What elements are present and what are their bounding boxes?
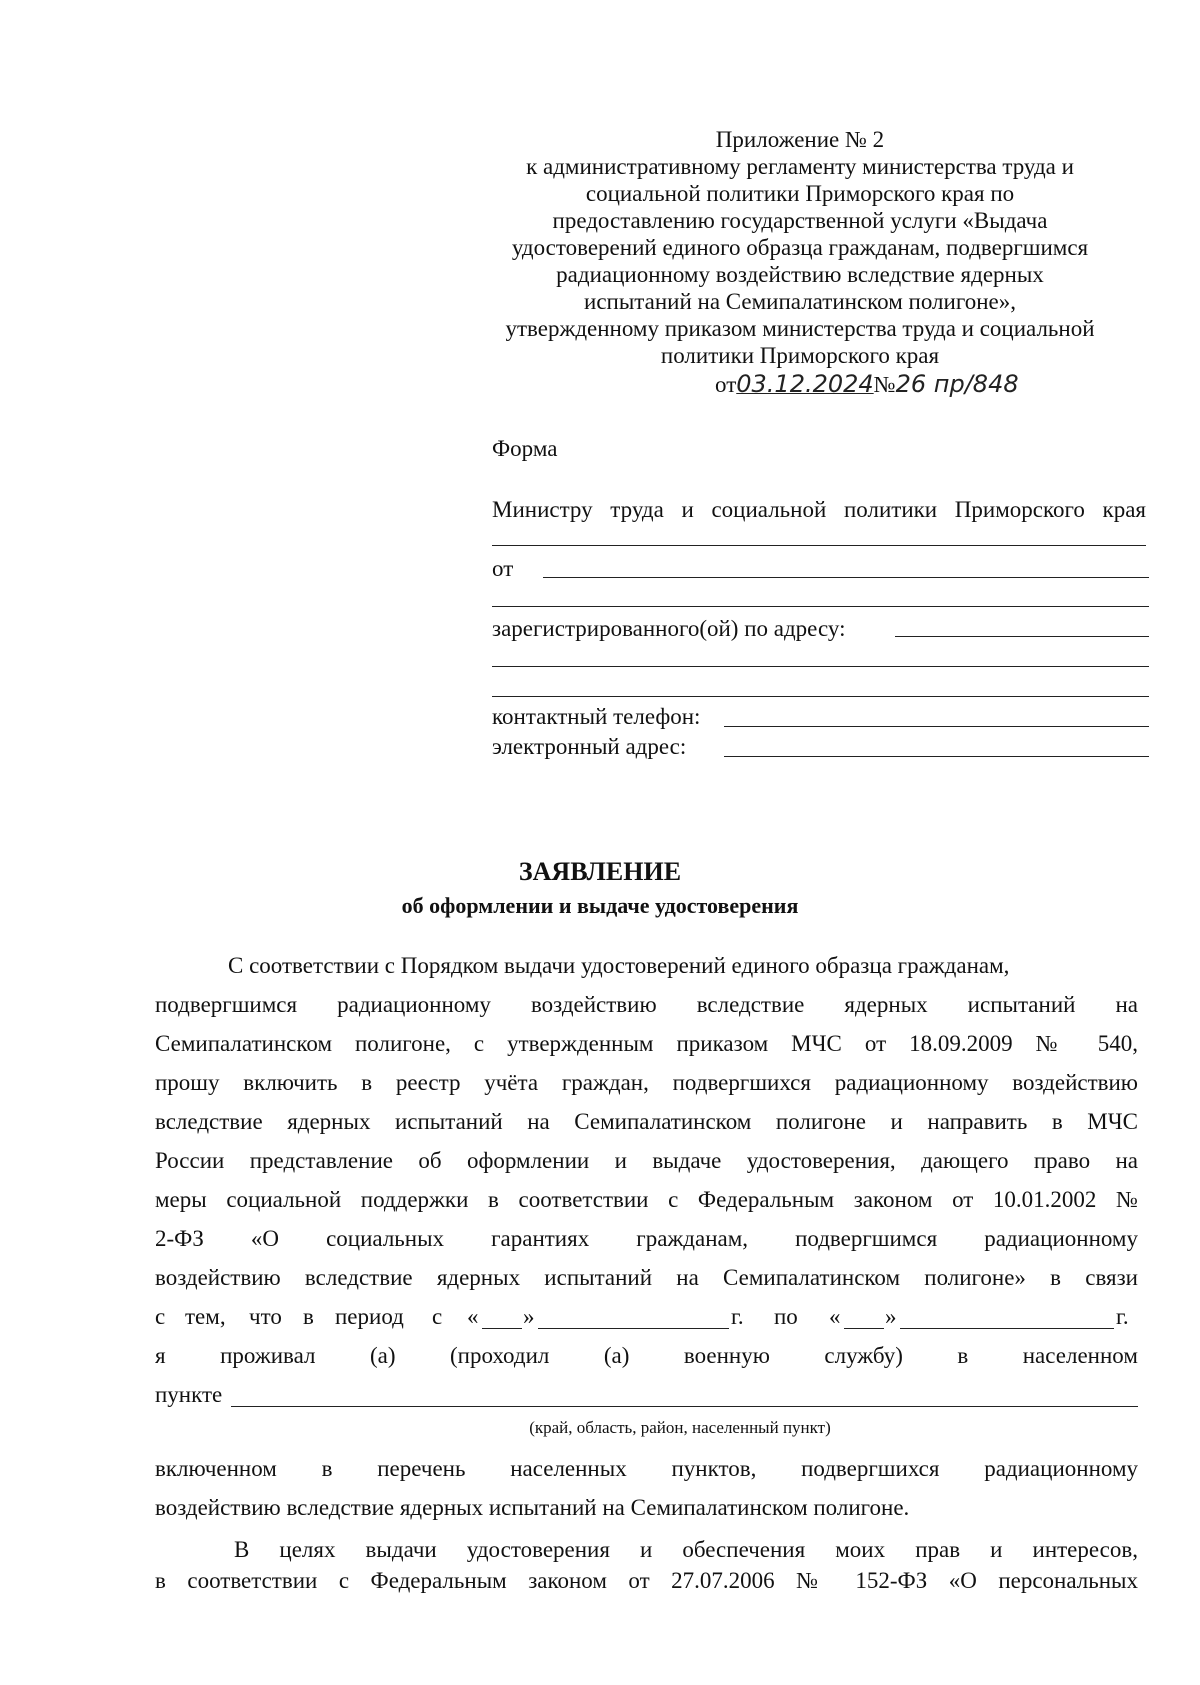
statement-subtitle: об оформлении и выдаче удостоверения [401, 893, 799, 918]
to-word: по [774, 1304, 798, 1329]
open-quote: « [467, 1304, 479, 1329]
handwritten-date: 03.12.2024 [736, 370, 874, 398]
lived-word: населенном [1022, 1343, 1138, 1368]
period-word: что [249, 1304, 282, 1329]
lived-word: службу) [824, 1343, 903, 1368]
form-label: Форма [492, 436, 558, 461]
appendix-line: испытаний на Семипалатинском полигоне», [584, 289, 1016, 314]
addressee-line[interactable] [492, 545, 1146, 546]
appendix-line: политики Приморского края [660, 343, 940, 368]
period-line [155, 1298, 1138, 1336]
start-day-field[interactable] [482, 1328, 522, 1329]
lived-line [155, 1337, 1138, 1375]
appendix-line: удостоверений единого образца гражданам, подвергшимся [511, 235, 1089, 260]
body-line: в соответствии с Федеральным законом от 27.07.2006 № 152-ФЗ «О персональных [155, 1568, 1138, 1593]
body-line: С соответствии с Порядком выдачи удостоверений единого образца гражданам, [228, 953, 1010, 978]
locality-label: пункте [155, 1382, 223, 1407]
open-quote: « [829, 1304, 841, 1329]
end-month-year-field[interactable] [900, 1328, 1114, 1329]
period-word: тем, [185, 1304, 226, 1329]
appendix-header [440, 126, 1160, 369]
phone-label: контактный телефон: [492, 704, 701, 729]
lived-word: (а) [369, 1343, 396, 1368]
registered-label: зарегистрированного(ой) по адресу: [492, 616, 846, 641]
year-mark: г. [1116, 1304, 1129, 1329]
address-field-line-2[interactable] [492, 666, 1149, 667]
phone-field[interactable] [724, 726, 1149, 727]
appendix-line: Приложение № 2 [715, 127, 885, 152]
close-quote: » [523, 1304, 535, 1329]
from-label: от [492, 556, 514, 581]
period-word: с [155, 1304, 166, 1329]
lived-word: (проходил [450, 1343, 550, 1368]
body-line: 2-ФЗ «О социальных гарантиях гражданам, подвергшимся радиационному [155, 1226, 1138, 1251]
body-line: прошу включить в реестр учёта граждан, подвергшихся радиационному воздействию [155, 1070, 1138, 1095]
body-line: В целях выдачи удостоверения и обеспечения моих прав и интересов, [234, 1537, 1138, 1562]
body-line: включенном в перечень населенных пунктов, подвергшихся радиационному [155, 1456, 1138, 1481]
addressee: Министру труда и социальной политики Приморского края [492, 497, 1146, 522]
start-month-year-field[interactable] [538, 1328, 729, 1329]
body-line: воздействию вследствие ядерных испытаний на Семипалатинском полигоне. [155, 1495, 910, 1520]
body-line: вследствие ядерных испытаний на Семипалатинском полигоне и направить в МЧС [155, 1109, 1138, 1134]
lived-word: проживал [220, 1343, 316, 1368]
email-field[interactable] [724, 756, 1149, 757]
locality-line [155, 1376, 1138, 1414]
appendix-line: утвержденному приказом министерства труда и социальной [505, 316, 1095, 341]
email-label: электронный адрес: [492, 734, 687, 759]
body-line: подвергшимся радиационному воздействию вследствие ядерных испытаний на [155, 992, 1138, 1017]
period-word: период [335, 1304, 404, 1329]
date-prefix: от [715, 372, 737, 397]
address-field[interactable] [895, 636, 1149, 637]
body-line: воздействию вследствие ядерных испытаний на Семипалатинском полигоне» в связи [155, 1265, 1138, 1290]
order-date-line [715, 371, 1019, 398]
body-line: Семипалатинском полигоне, с утвержденным приказом МЧС от 18.09.2009 № 540, [155, 1031, 1138, 1056]
lived-word: я [155, 1343, 166, 1368]
locality-caption: (край, область, район, населенный пункт) [529, 1418, 831, 1437]
body-line: России представление об оформлении и выдаче удостоверения, дающего право на [155, 1148, 1138, 1173]
appendix-line: предоставлению государственной услуги «Выдача [552, 208, 1048, 233]
handwritten-number: 26 пр/848 [895, 370, 1019, 398]
statement-title: ЗАЯВЛЕНИЕ [518, 857, 682, 886]
address-field-line-3[interactable] [492, 696, 1149, 697]
lived-word: (а) [603, 1343, 630, 1368]
from-field-line-2[interactable] [492, 606, 1149, 607]
lived-word: в [957, 1343, 969, 1368]
period-word: с [432, 1304, 443, 1329]
from-field[interactable] [543, 577, 1149, 578]
number-sign: № [873, 372, 896, 397]
lived-word: военную [683, 1343, 770, 1368]
appendix-line: социальной политики Приморского края по [585, 181, 1015, 206]
appendix-line: к административному регламенту министерства труда и [526, 154, 1074, 179]
close-quote: » [885, 1304, 897, 1329]
appendix-line: радиационному воздействию вследствие ядерных [556, 262, 1044, 287]
body-line: меры социальной поддержки в соответствии с Федеральным законом от 10.01.2002 № [155, 1187, 1138, 1212]
locality-field[interactable] [231, 1406, 1138, 1407]
year-mark: г. [731, 1304, 744, 1329]
period-word: в [303, 1304, 314, 1329]
end-day-field[interactable] [844, 1328, 884, 1329]
